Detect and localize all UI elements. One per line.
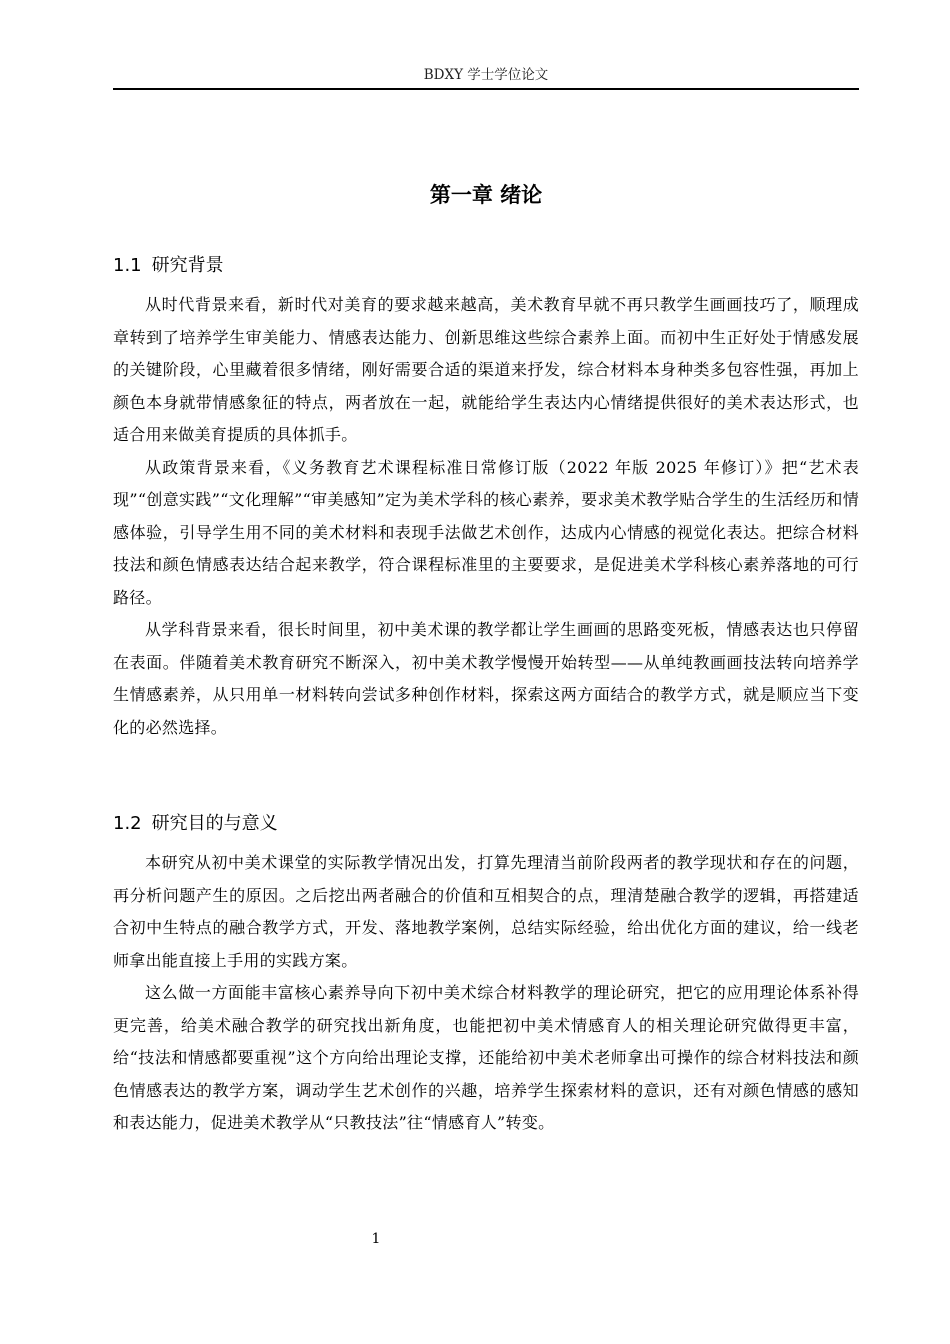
paragraph-research-purpose: 本研究从初中美术课堂的实际教学情况出发，打算先理清当前阶段两者的教学现状和存在的问题，再分析问题产生的原因。之后挖出两者融合的价值和互相契合的点，理清楚融合教学的逻辑，再搭建适合初中生特点的融合教学方式，开发、落地教学案例，总结实际经验，给出优化方面的建议，给一线老师拿出能直接上手用的实践方案。 (113, 853, 859, 970)
paragraph-era-background: 从时代背景来看，新时代对美育的要求越来越高，美术教育早就不再只教学生画画技巧了，顺理成章转到了培养学生审美能力、情感表达能力、创新思维这些综合素养上面。而初中生正好处于情感发展的关键阶段，心里藏着很多情绪，刚好需要合适的渠道来抒发，综合材料本身种类多包容性强，再加上颜色本身就带情感象征的特点，两者放在一起，就能给学生表达内心情绪提供很好的美术表达形式，也适合用来做美育提质的具体抓手。 (113, 295, 859, 444)
paragraph-discipline-background: 从学科背景来看，很长时间里，初中美术课的教学都让学生画画的思路变死板，情感表达也只停留在表面。伴随着美术教育研究不断深入，初中美术教学慢慢开始转型——从单纯教画画技法转向培养学生情感素养，从只用单一材料转向尝试多种创作材料，探索这两方面结合的教学方式，就是顺应当下变化的必然选择。 (113, 620, 859, 737)
section-heading-background (113, 252, 859, 280)
section-title: 研究目的与意义 (151, 813, 278, 834)
section-title: 研究背景 (151, 255, 224, 276)
paragraph-policy-background: 从政策背景来看，《义务教育艺术课程标准日常修订版（2022 年版 2025 年修订）》把“艺术表现”“创意实践”“文化理解”“审美感知”定为美术学科的核心素养，要求美术教学贴合学生的生活经历和情感体验，引导学生用不同的美术材料和表现手法做艺术创作，达成内心情感的视觉化表达。把综合材料技法和颜色情感表达结合起来教学，符合课程标准里的主要要求，是促进美术学科核心素养落地的可行路径。 (113, 457, 859, 607)
page-number: 1 (371, 1231, 381, 1247)
running-header: BDXY 学士学位论文 (423, 67, 549, 83)
section-heading-purpose (113, 810, 859, 838)
paragraph-research-significance: 这么做一方面能丰富核心素养导向下初中美术综合材料教学的理论研究，把它的应用理论体系补得更完善，给美术融合教学的研究找出新角度，也能把初中美术情感育人的相关理论研究做得更丰富，给“技法和情感都要重视”这个方向给出理论支撑，还能给初中美术老师拿出可操作的综合材料技法和颜色情感表达的教学方案，调动学生艺术创作的兴趣，培养学生探索材料的意识，还有对颜色情感的感知和表达能力，促进美术教学从“只教技法”往“情感育人”转变。 (113, 983, 859, 1132)
chapter-title: 第一章 绪论 (429, 183, 543, 207)
section-number: 1.2 (113, 813, 142, 834)
section-number: 1.1 (113, 255, 142, 276)
section-body-purpose (113, 847, 859, 1140)
header-divider (113, 88, 859, 90)
section-body-background (113, 289, 859, 744)
